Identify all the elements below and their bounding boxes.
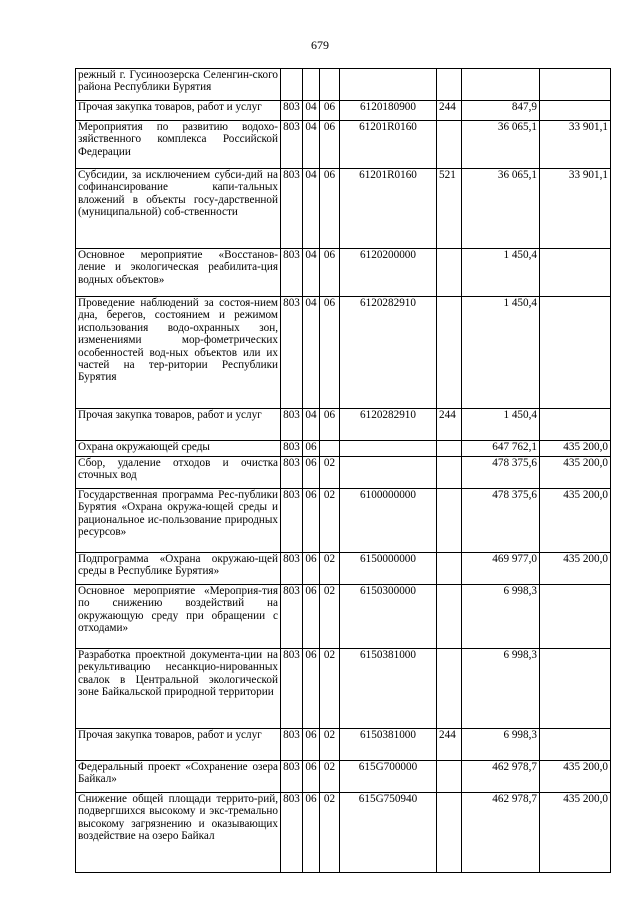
amount-total: 647 762,1 (462, 441, 540, 457)
expense-type-code (437, 793, 462, 873)
subsection-code: 06 (320, 101, 340, 121)
subsection-code: 02 (320, 489, 340, 553)
amount-total: 478 375,6 (462, 489, 540, 553)
amount-total: 1 450,4 (462, 249, 540, 297)
section-code: 04 (303, 297, 320, 409)
amount-total: 462 978,7 (462, 761, 540, 793)
amount-federal (540, 649, 611, 729)
table-row (76, 489, 611, 553)
expense-type-code: 244 (437, 729, 462, 761)
expense-type-code (437, 441, 462, 457)
section-code (303, 69, 320, 101)
target-item-code: 6120282910 (340, 297, 437, 409)
row-name: Основное мероприятие «Восстанов-ление и экологическая реабилита-ция водных объектов» (76, 249, 281, 297)
section-code: 06 (303, 553, 320, 585)
table-row (76, 409, 611, 441)
section-code: 06 (303, 457, 320, 489)
expense-type-code (437, 649, 462, 729)
section-code: 06 (303, 761, 320, 793)
grbs-code: 803 (281, 553, 303, 585)
target-item-code (340, 457, 437, 489)
grbs-code: 803 (281, 761, 303, 793)
section-code: 06 (303, 649, 320, 729)
section-code: 04 (303, 101, 320, 121)
row-name: Субсидии, за исключением субси-дий на софинансирование капи-тальных вложений в объекты госу-дарственной (муниципальной) соб-ственности (76, 169, 281, 249)
table-row (76, 441, 611, 457)
subsection-code: 06 (320, 121, 340, 169)
grbs-code: 803 (281, 169, 303, 249)
expense-type-code (437, 69, 462, 101)
amount-federal (540, 297, 611, 409)
amount-federal (540, 729, 611, 761)
section-code: 04 (303, 169, 320, 249)
expense-type-code: 244 (437, 101, 462, 121)
row-name: режный г. Гусиноозерска Селенгин-ского района Республики Бурятия (76, 69, 281, 101)
target-item-code: 61201R0160 (340, 169, 437, 249)
subsection-code: 06 (320, 249, 340, 297)
section-code: 04 (303, 249, 320, 297)
expense-type-code (437, 489, 462, 553)
table-row (76, 101, 611, 121)
row-name: Проведение наблюдений за состоя-нием дна, берегов, состоянием и режимом использования водо-охранных зон, изменениями мор-фометрических особенностей вод-ных объектов или их частей на тер-ритории Республики Бурятия (76, 297, 281, 409)
amount-total: 6 998,3 (462, 649, 540, 729)
target-item-code: 615G750940 (340, 793, 437, 873)
grbs-code: 803 (281, 249, 303, 297)
subsection-code (320, 441, 340, 457)
row-name: Разработка проектной документа-ции на рекультивацию несанкцио-нированных свалок в Центральной экологической зоне Байкальской природной территории (76, 649, 281, 729)
row-name: Мероприятия по развитию водохо-зяйственного комплекса Российской Федерации (76, 121, 281, 169)
subsection-code: 06 (320, 409, 340, 441)
row-name: Охрана окружающей среды (76, 441, 281, 457)
grbs-code: 803 (281, 793, 303, 873)
page-number: 679 (311, 38, 329, 52)
subsection-code: 02 (320, 553, 340, 585)
amount-federal: 33 901,1 (540, 121, 611, 169)
table-row (76, 649, 611, 729)
amount-federal (540, 249, 611, 297)
grbs-code: 803 (281, 585, 303, 649)
subsection-code (320, 69, 340, 101)
table-row (76, 729, 611, 761)
section-code: 06 (303, 585, 320, 649)
target-item-code: 6150381000 (340, 649, 437, 729)
table-row (76, 169, 611, 249)
table-row (76, 553, 611, 585)
expense-type-code: 244 (437, 409, 462, 441)
grbs-code: 803 (281, 489, 303, 553)
target-item-code: 615G700000 (340, 761, 437, 793)
grbs-code: 803 (281, 101, 303, 121)
amount-federal: 435 200,0 (540, 489, 611, 553)
amount-total (462, 69, 540, 101)
target-item-code: 6120180900 (340, 101, 437, 121)
row-name: Основное мероприятие «Мероприя-тия по снижению воздействий на окружающую среду при обращении с отходами» (76, 585, 281, 649)
grbs-code: 803 (281, 729, 303, 761)
amount-total: 478 375,6 (462, 457, 540, 489)
row-name: Государственная программа Рес-публики Бурятия «Охрана окружа-ющей среды и рациональное ис-пользование природных ресурсов» (76, 489, 281, 553)
table-row (76, 761, 611, 793)
table-row (76, 457, 611, 489)
target-item-code: 6150300000 (340, 585, 437, 649)
expense-type-code (437, 249, 462, 297)
row-name: Прочая закупка товаров, работ и услуг (76, 101, 281, 121)
amount-total: 36 065,1 (462, 169, 540, 249)
grbs-code: 803 (281, 409, 303, 441)
amount-total: 1 450,4 (462, 297, 540, 409)
expense-type-code: 521 (437, 169, 462, 249)
expense-type-code (437, 457, 462, 489)
expense-type-code (437, 553, 462, 585)
amount-total: 36 065,1 (462, 121, 540, 169)
row-name: Снижение общей площади террито-рий, подвергшихся высокому и экс-тремально высокому загрязнению и оказывающих воздействие на озеро Байкал (76, 793, 281, 873)
amount-federal (540, 69, 611, 101)
row-name: Федеральный проект «Сохранение озера Байкал» (76, 761, 281, 793)
section-code: 06 (303, 489, 320, 553)
grbs-code: 803 (281, 649, 303, 729)
amount-federal: 435 200,0 (540, 761, 611, 793)
expense-type-code (437, 121, 462, 169)
amount-federal (540, 101, 611, 121)
amount-total: 6 998,3 (462, 729, 540, 761)
amount-total: 6 998,3 (462, 585, 540, 649)
subsection-code: 02 (320, 585, 340, 649)
expense-type-code (437, 585, 462, 649)
amount-total: 469 977,0 (462, 553, 540, 585)
target-item-code: 6120282910 (340, 409, 437, 441)
table-row (76, 249, 611, 297)
grbs-code: 803 (281, 297, 303, 409)
section-code: 04 (303, 409, 320, 441)
row-name: Прочая закупка товаров, работ и услуг (76, 729, 281, 761)
amount-total: 462 978,7 (462, 793, 540, 873)
subsection-code: 02 (320, 649, 340, 729)
row-name: Сбор, удаление отходов и очистка сточных вод (76, 457, 281, 489)
expense-type-code (437, 297, 462, 409)
section-code: 06 (303, 441, 320, 457)
table-row (76, 69, 611, 101)
target-item-code: 61201R0160 (340, 121, 437, 169)
row-name: Подпрограмма «Охрана окружаю-щей среды в Республике Бурятия» (76, 553, 281, 585)
subsection-code: 06 (320, 169, 340, 249)
amount-federal: 435 200,0 (540, 793, 611, 873)
expense-type-code (437, 761, 462, 793)
target-item-code: 6150000000 (340, 553, 437, 585)
section-code: 06 (303, 729, 320, 761)
target-item-code: 6120200000 (340, 249, 437, 297)
target-item-code (340, 441, 437, 457)
amount-total: 1 450,4 (462, 409, 540, 441)
table-row (76, 793, 611, 873)
section-code: 04 (303, 121, 320, 169)
target-item-code (340, 69, 437, 101)
row-name: Прочая закупка товаров, работ и услуг (76, 409, 281, 441)
target-item-code: 6100000000 (340, 489, 437, 553)
table-row (76, 121, 611, 169)
amount-federal (540, 585, 611, 649)
subsection-code: 06 (320, 297, 340, 409)
grbs-code (281, 69, 303, 101)
subsection-code: 02 (320, 793, 340, 873)
table-body (76, 69, 611, 873)
amount-federal: 435 200,0 (540, 553, 611, 585)
target-item-code: 6150381000 (340, 729, 437, 761)
amount-federal: 33 901,1 (540, 169, 611, 249)
subsection-code: 02 (320, 457, 340, 489)
table-row (76, 585, 611, 649)
table-row (76, 297, 611, 409)
subsection-code: 02 (320, 761, 340, 793)
grbs-code: 803 (281, 441, 303, 457)
amount-total: 847,9 (462, 101, 540, 121)
amount-federal (540, 409, 611, 441)
amount-federal: 435 200,0 (540, 457, 611, 489)
budget-table (75, 68, 611, 873)
amount-federal: 435 200,0 (540, 441, 611, 457)
section-code: 06 (303, 793, 320, 873)
grbs-code: 803 (281, 121, 303, 169)
grbs-code: 803 (281, 457, 303, 489)
subsection-code: 02 (320, 729, 340, 761)
